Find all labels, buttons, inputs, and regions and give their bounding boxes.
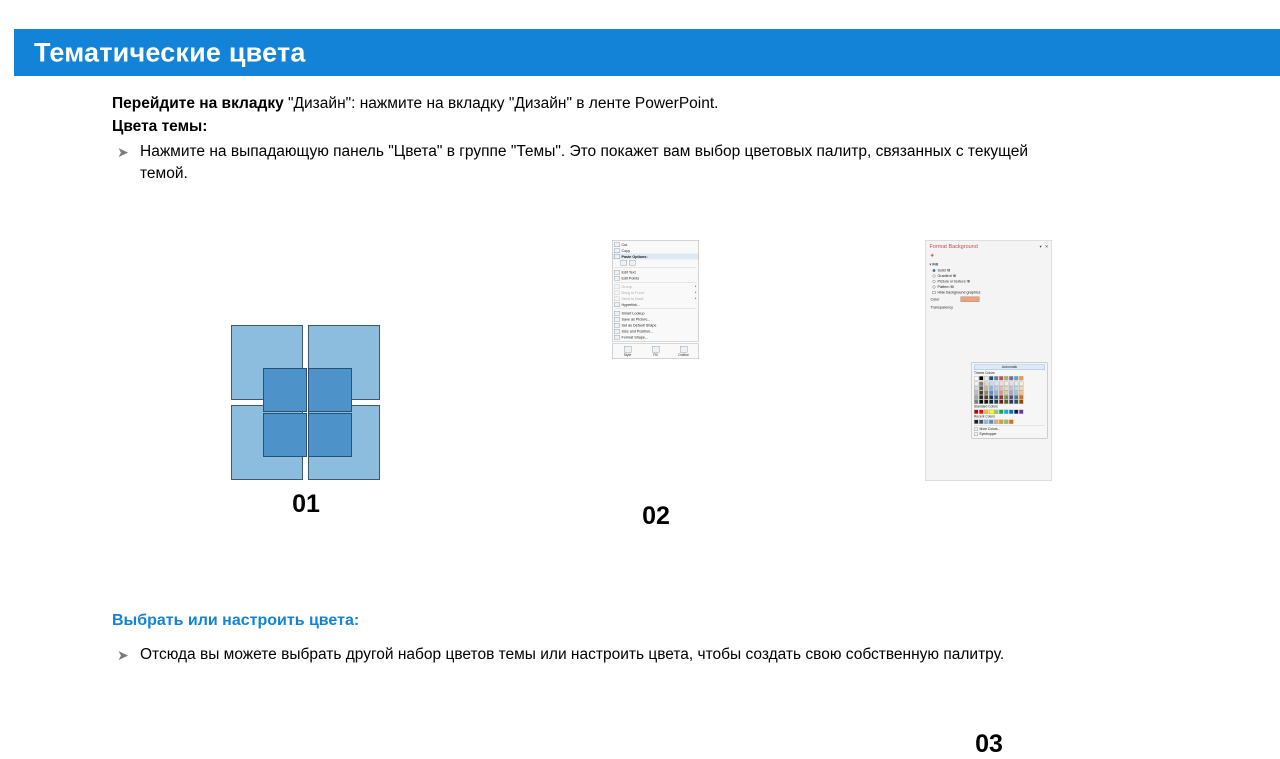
standard-colors-row [974, 410, 1045, 415]
color-swatch[interactable] [979, 400, 984, 405]
color-swatch[interactable] [974, 420, 979, 425]
transparency-row-label: Transparency [930, 305, 953, 310]
radio-icon [933, 269, 936, 272]
fill-icon [652, 346, 660, 353]
color-swatch[interactable] [979, 376, 984, 381]
more-colors-label: More Colors... [979, 427, 1001, 431]
color-swatch[interactable] [984, 376, 989, 381]
context-menu-item-set-default-shape[interactable] [613, 322, 699, 328]
context-menu-screenshot [612, 240, 700, 478]
color-swatch[interactable] [984, 400, 989, 405]
color-swatch[interactable] [1004, 420, 1009, 425]
radio-icon [933, 280, 936, 283]
color-row [926, 295, 1052, 304]
context-menu [612, 240, 699, 342]
mini-toolbar-outline-button[interactable] [672, 346, 696, 357]
automatic-color-option[interactable]: Automatic [974, 365, 1045, 371]
radio-icon [933, 274, 936, 277]
edit-text-icon [614, 270, 620, 275]
color-swatch[interactable] [1009, 410, 1014, 415]
context-menu-item-size-and-position[interactable] [613, 328, 699, 334]
outline-icon [680, 346, 688, 353]
context-menu-item-label: Send to Back [621, 296, 644, 301]
paste-picture-icon[interactable] [629, 260, 636, 266]
context-menu-item-label: Edit Points [621, 275, 640, 281]
mini-toolbar [612, 344, 699, 360]
square-small-bottom-left [263, 413, 307, 457]
square-small-top-right [308, 368, 352, 412]
radio-label: Picture or texture fill [937, 279, 971, 284]
format-background-titlebar [926, 241, 1052, 252]
color-swatch[interactable] [1019, 376, 1024, 381]
intro-bullet [112, 141, 1072, 185]
theme-variant-row [974, 400, 1045, 405]
color-swatch[interactable] [1009, 376, 1014, 381]
figure-02-caption: 02 [642, 502, 670, 530]
recent-colors-label: Recent Colors [974, 415, 995, 419]
checkbox-label: Hide background graphics [937, 290, 981, 295]
smart-lookup-icon [614, 311, 620, 316]
format-background-title: Format Background [929, 243, 978, 250]
context-menu-item-label: Copy [621, 248, 631, 253]
more-colors-button[interactable] [974, 428, 1045, 432]
context-menu-item-label: Group [621, 284, 632, 289]
default-shape-icon [614, 323, 620, 328]
radio-label: Pattern fill [937, 284, 954, 289]
eyedropper-button[interactable] [974, 433, 1045, 437]
context-menu-separator [615, 309, 697, 310]
color-swatch[interactable] [1004, 400, 1009, 405]
intro-line-1-rest: "Дизайн": нажмите на вкладку "Дизайн" в ленте PowerPoint. [283, 95, 719, 112]
color-swatch[interactable] [984, 410, 989, 415]
lower-bullet [112, 644, 1012, 666]
color-dropdown-panel [972, 363, 1048, 439]
context-menu-item-save-as-picture[interactable] [613, 316, 699, 322]
send-back-icon [614, 296, 620, 301]
color-picker-button[interactable] [961, 297, 980, 303]
paste-options-row [613, 260, 699, 267]
context-menu-item-label: Edit Text [621, 269, 636, 275]
context-menu-item-cut[interactable] [613, 242, 699, 248]
figure-01 [202, 325, 410, 519]
figure-03-caption: 03 [975, 730, 1003, 758]
color-swatch[interactable] [1009, 420, 1014, 425]
color-swatch[interactable] [989, 420, 994, 425]
close-icon[interactable]: ✕ [1044, 243, 1049, 249]
figure-02 [552, 240, 760, 531]
theme-colors-label: Theme Colors [974, 371, 995, 375]
figure-03 [885, 240, 1093, 759]
mini-toolbar-label: Fill [653, 353, 658, 357]
page-title: Тематические цвета [34, 37, 306, 67]
color-swatch[interactable] [974, 376, 979, 381]
figure-01-caption: 01 [292, 490, 320, 518]
color-swatch[interactable] [1014, 376, 1019, 381]
format-shape-icon [614, 335, 620, 340]
color-swatch[interactable] [994, 400, 999, 405]
context-menu-item-group[interactable] [613, 284, 699, 290]
radio-label: Solid fill [937, 268, 951, 273]
color-swatch[interactable] [989, 400, 994, 405]
intro-text-block [112, 93, 1072, 185]
size-position-icon [614, 329, 620, 334]
color-swatch[interactable] [999, 376, 1004, 381]
chevron-down-icon[interactable]: ▾ [1039, 243, 1042, 249]
standard-colors-label: Standard Colors [974, 405, 998, 409]
context-menu-item-label: Size and Position... [621, 328, 654, 334]
lower-bullet-text: Отсюда вы можете выбрать другой набор цветов темы или настроить цвета, чтобы создать свою собственную палитру. [140, 646, 1005, 663]
paste-icon [614, 254, 620, 259]
context-menu-item-hyperlink[interactable] [613, 302, 699, 308]
context-menu-item-edit-points[interactable] [613, 275, 699, 281]
lower-heading: Выбрать или настроить цвета: [112, 612, 360, 629]
format-background-pane [925, 240, 1052, 481]
style-icon [624, 346, 632, 353]
color-swatch[interactable] [1019, 410, 1024, 415]
paste-keep-formatting-icon[interactable] [621, 260, 628, 266]
context-menu-item-smart-lookup[interactable] [613, 310, 699, 316]
chevron-right-icon: ▸ [694, 284, 697, 288]
context-menu-item-format-shape[interactable] [613, 334, 699, 340]
intro-line-2: Цвета темы: [112, 118, 208, 135]
color-swatch[interactable] [994, 376, 999, 381]
color-swatch[interactable] [1009, 400, 1014, 405]
color-swatch[interactable] [989, 410, 994, 415]
lower-text-block [112, 610, 1012, 666]
scissors-icon [614, 242, 620, 247]
context-menu-item-edit-text[interactable] [613, 269, 699, 275]
color-swatch[interactable] [974, 410, 979, 415]
slide-title-bar [14, 29, 1280, 76]
bullet-arrow-icon: ➤ [117, 647, 129, 663]
color-swatch[interactable] [999, 410, 1004, 415]
context-menu-item-label: Paste Options: [621, 254, 648, 259]
bring-front-icon [614, 290, 620, 295]
context-menu-item-send-to-back[interactable] [613, 296, 699, 302]
save-picture-icon [614, 317, 620, 322]
context-menu-separator [615, 282, 697, 283]
color-swatch[interactable] [1014, 400, 1019, 405]
color-swatch[interactable] [994, 410, 999, 415]
color-swatch[interactable] [999, 400, 1004, 405]
color-swatch[interactable] [1004, 376, 1009, 381]
context-menu-separator [615, 268, 697, 269]
intro-line-1 [112, 93, 1072, 114]
chevron-right-icon: ▸ [694, 296, 697, 300]
radio-label: Gradient fill [937, 273, 957, 278]
context-menu-item-label: Cut [621, 242, 628, 247]
color-swatch[interactable] [999, 420, 1004, 425]
checkbox-icon [933, 291, 936, 294]
hyperlink-icon [614, 302, 620, 307]
recent-colors-row [974, 420, 1045, 425]
color-swatch[interactable] [979, 420, 984, 425]
mini-toolbar-style-button[interactable] [616, 346, 640, 357]
fill-section-label [926, 260, 1052, 268]
color-swatch[interactable] [1014, 410, 1019, 415]
more-colors-icon [974, 428, 978, 432]
intro-line-1-bold: Перейдите на вкладку [112, 95, 284, 112]
copy-icon [614, 248, 620, 253]
mini-toolbar-label: Style [623, 353, 632, 357]
color-swatch[interactable] [1004, 410, 1009, 415]
context-menu-item-label: Save as Picture... [621, 316, 651, 322]
color-swatch[interactable] [989, 376, 994, 381]
color-row-label: Color [930, 297, 940, 302]
context-menu-item-label: Bring to Front [621, 290, 644, 295]
context-menu-item-label: Set as Default Shape [621, 322, 657, 328]
transparency-row [926, 304, 1052, 312]
group-icon [614, 284, 620, 289]
context-menu-item-bring-to-front[interactable] [613, 290, 699, 296]
context-menu-item-copy[interactable] [613, 248, 699, 254]
radio-icon [933, 285, 936, 288]
color-swatch[interactable] [974, 400, 979, 405]
square-small-bottom-right [308, 413, 352, 457]
context-menu-item-label: Smart Lookup [621, 310, 645, 316]
context-menu-item-label: Hyperlink... [621, 302, 640, 307]
color-dropdown-separator [974, 426, 1045, 427]
mini-toolbar-fill-button[interactable] [644, 346, 668, 357]
context-menu-item-label: Format Shape... [621, 334, 648, 340]
edit-points-icon [614, 276, 620, 281]
expander-icon[interactable]: ▾ [929, 263, 932, 267]
color-swatch[interactable] [979, 410, 984, 415]
square-small-top-left [263, 368, 307, 412]
fill-label: Fill [932, 262, 938, 267]
eyedropper-icon [974, 433, 978, 437]
squares-diagram [231, 325, 381, 480]
color-swatch[interactable] [994, 420, 999, 425]
fill-bucket-icon[interactable]: ◈ [930, 252, 934, 258]
mini-toolbar-label: Outline [678, 353, 689, 357]
color-swatch[interactable] [984, 420, 989, 425]
context-menu-paste-options-header [613, 254, 699, 260]
chevron-right-icon: ▸ [694, 290, 697, 294]
color-swatch[interactable] [1019, 400, 1024, 405]
intro-bullet-text: Нажмите на выпадающую панель "Цвета" в группе "Темы". Это покажет вам выбор цветовых палитр, связанных с текущей темой. [140, 143, 1029, 182]
eyedropper-label: Eyedropper [979, 432, 997, 436]
bullet-arrow-icon: ➤ [117, 144, 129, 160]
